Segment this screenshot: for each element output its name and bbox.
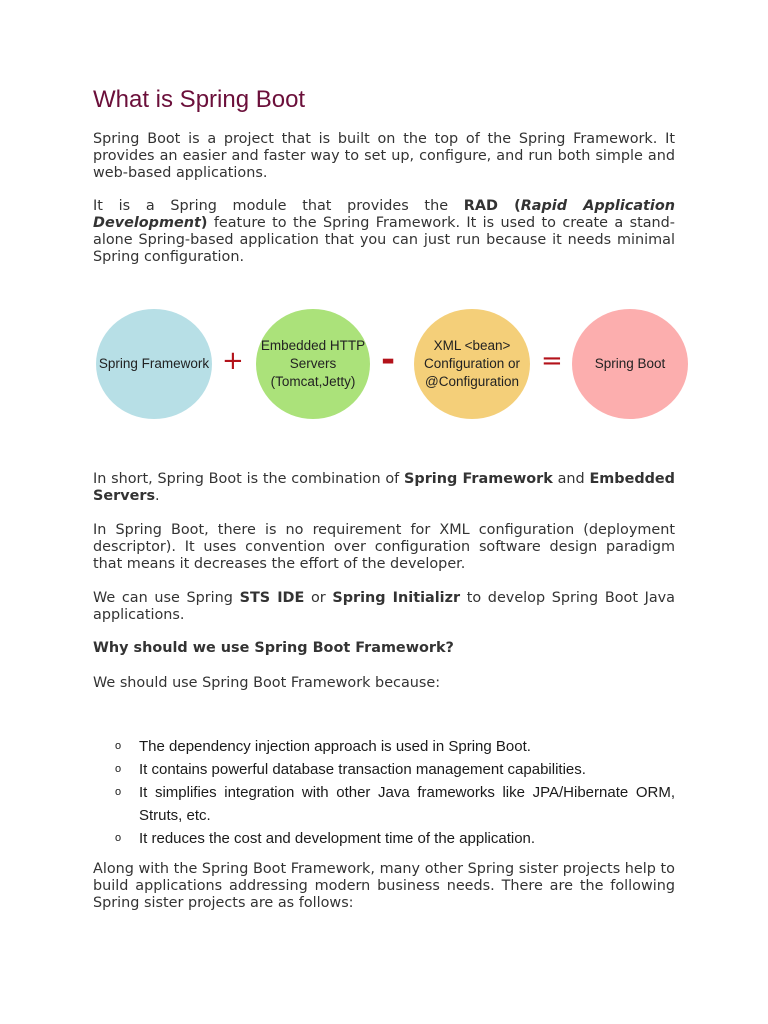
why-heading: Why should we use Spring Boot Framework? [93,640,454,656]
tools-paragraph: We can use Spring STS IDE or Spring Initializr to develop Spring Boot Java applications. [93,590,675,623]
bullet-icon: o [115,740,122,752]
minus-operator: - [381,340,396,380]
page-title: What is Spring Boot [93,86,306,113]
list-item: o It contains powerful database transaction management capabilities. [93,758,675,781]
combination-paragraph: In short, Spring Boot is the combination of Spring Framework and Embedded Servers. [93,471,675,504]
rad-text-before: It is a Spring module that provides the [93,198,464,214]
embedded-servers-bold: Embedded Servers [93,471,675,504]
because-paragraph: We should use Spring Boot Framework because: [93,675,441,691]
xml-paragraph: In Spring Boot, there is no requirement for XML configuration (deployment descriptor). It uses convention over configuration software design paradigm that means it decreases the effort of the developer. [93,522,675,572]
list-item: o It reduces the cost and development time of the application. [93,827,675,850]
rad-paragraph [93,198,675,266]
rad-text-after: feature to the Spring Framework. It is used to create a stand-alone Spring-based application that you can just run because it needs minimal Spring configuration. [93,215,675,265]
list-item: o It simplifies integration with other Java frameworks like JPA/Hibernate ORM, Struts, etc. [93,781,675,827]
xml-configuration-circle: XML <bean> Configuration or @Configuration [414,309,530,419]
intro-paragraph: Spring Boot is a project that is built on the top of the Spring Framework. It provides an easier and faster way to set up, configure, and run both simple and web-based applications. [93,131,675,181]
spring-initializr-bold: Spring Initializr [332,590,461,606]
sts-ide-bold: STS IDE [239,590,305,606]
sister-projects-paragraph: Along with the Spring Boot Framework, many other Spring sister projects help to build applications addressing modern business needs. There are the following Spring sister projects are as follows: [93,861,675,911]
spring-framework-bold: Spring Framework [404,471,553,487]
plus-operator: + [222,346,244,376]
bullet-icon: o [115,786,122,798]
spring-framework-circle: Spring Framework [96,309,212,419]
equals-operator: = [541,346,563,376]
list-item: o The dependency injection approach is used in Spring Boot. [93,735,675,758]
reasons-list [93,735,675,850]
bullet-icon: o [115,832,122,844]
rad-bold: RAD (Rapid Application Development) [93,198,675,231]
embedded-servers-circle: Embedded HTTP Servers (Tomcat,Jetty) [256,309,370,419]
bullet-icon: o [115,763,122,775]
rad-italic: Rapid Application Development [93,198,675,231]
spring-boot-circle: Spring Boot [572,309,688,419]
